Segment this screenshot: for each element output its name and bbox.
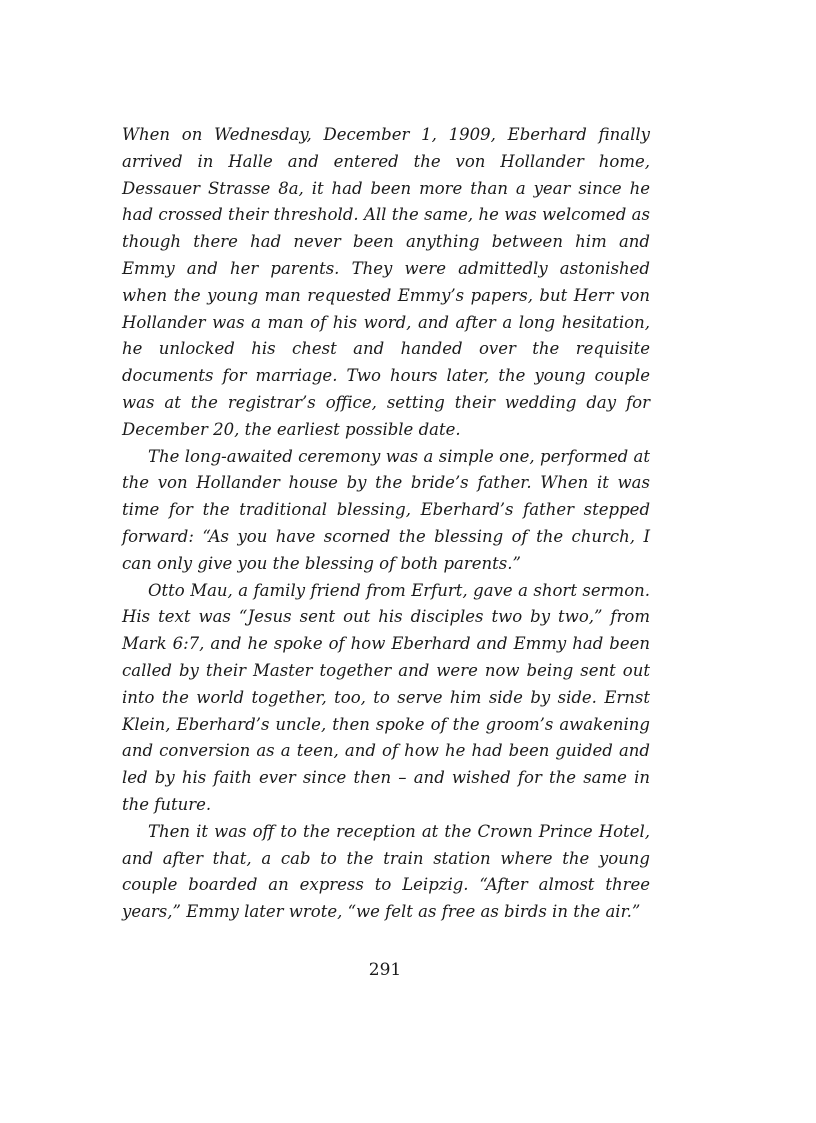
paragraph-ceremony: The long-awaited ceremony was a simple one, performed at the von Hollander house by the bride’s father. When it was time for the traditional blessing, Eberhard’s father stepped forward: “As you have scorned the blessing of the church, I can only give you the blessing of both parents.” bbox=[122, 446, 650, 573]
paragraph-reception: Then it was off to the reception at the Crown Prince Hotel, and after that, a cab to the train station where the young couple boarded an express to Leipzig. “After almost three years,” Emmy later wrote, “we felt as free as birds in the air.” bbox=[122, 821, 650, 922]
body-text bbox=[122, 122, 650, 926]
page-number: 291 bbox=[368, 960, 402, 980]
paragraph-sermon: Otto Mau, a family friend from Erfurt, gave a short sermon. His text was “Jesus sent out his disciples two by two,” from Mark 6:7, and he spoke of how Eberhard and Emmy had been called by their Master together and were now being sent out into the world together, too, to serve him side by side. Ernst Klein, Eberhard’s uncle, then spoke of the groom’s awakening and conversion as a teen, and of how he had been guided and led by his faith ever since then – and wished for the same in the future. bbox=[122, 580, 650, 814]
paragraph-arrival: When on Wednesday, December 1, 1909, Eberhard finally arrived in Halle and entered the von Hollander home, Dessauer Strasse 8a, it had been more than a year since he had crossed their threshold. All the same, he was welcomed as though there had never been anything between him and Emmy and her parents. They were admittedly astonished when the young man requested Emmy’s papers, but Herr von Hollander was a man of his word, and after a long hesitation, he unlocked his chest and handed over the requisite documents for marriage. Two hours later, the young couple was at the registrar’s office, setting their wedding day for December 20, the earliest possible date. bbox=[122, 125, 650, 439]
